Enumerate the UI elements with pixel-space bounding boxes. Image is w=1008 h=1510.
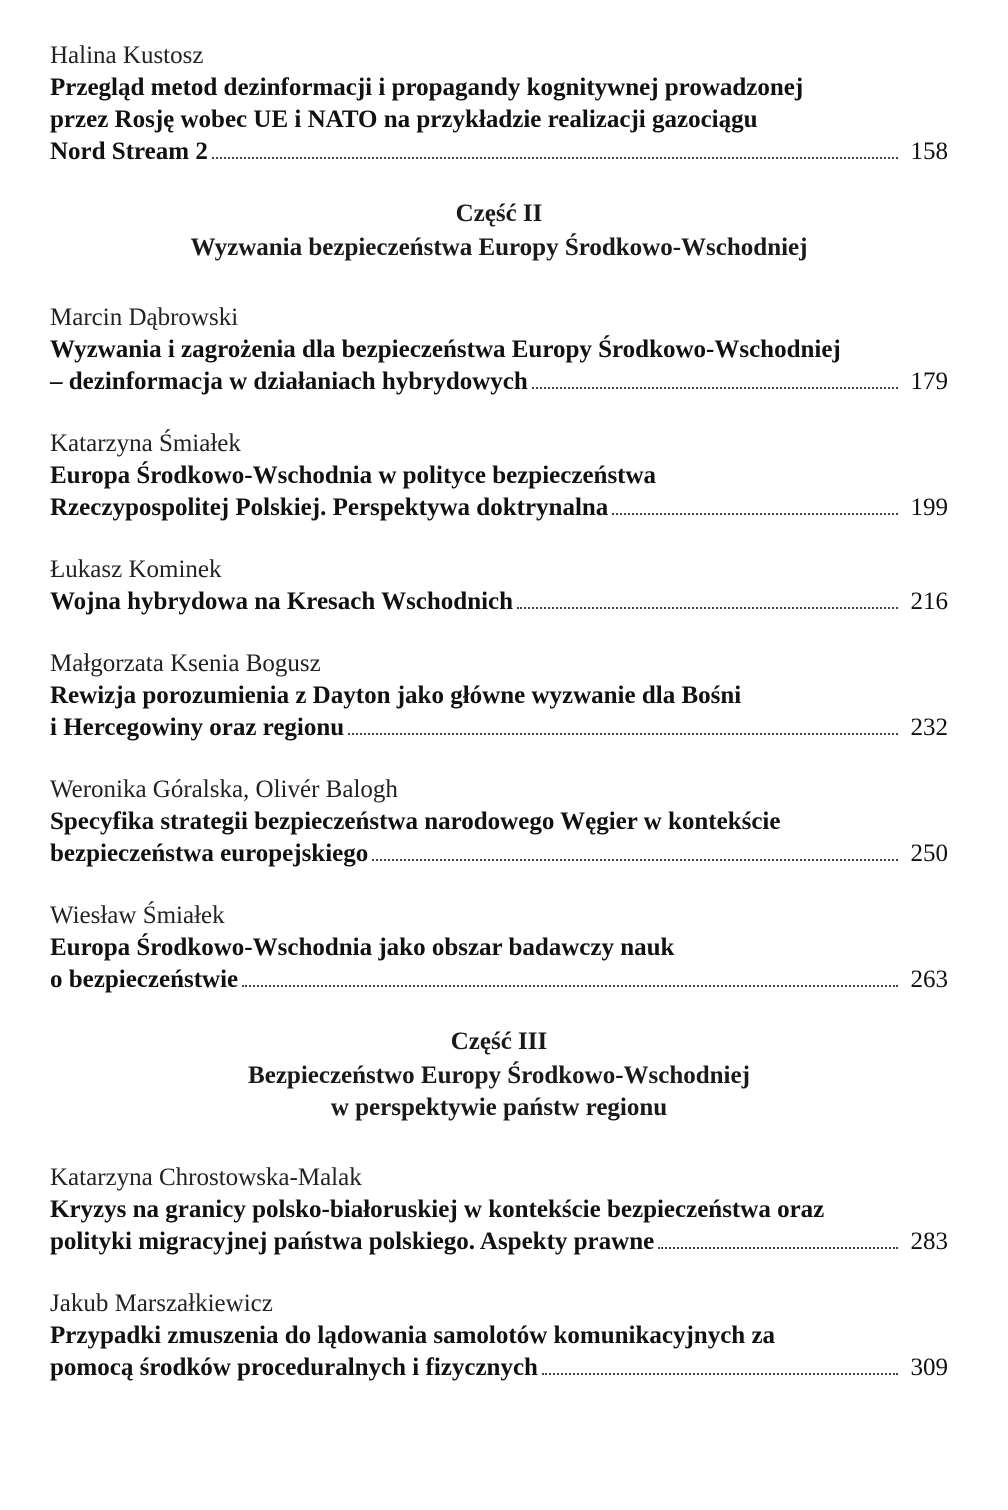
- page-number: 263: [910, 966, 948, 993]
- section-heading-part-3: [50, 1026, 948, 1124]
- entry-title-final-line: [50, 1352, 948, 1384]
- section-heading-part-2: [50, 198, 948, 264]
- entry-title-line: i Hercegowiny oraz regionu: [50, 714, 345, 741]
- entry-title-final-line: [50, 366, 948, 398]
- toc-entry: [50, 900, 948, 996]
- dot-leader: [532, 386, 898, 389]
- entry-author: Marcin Dąbrowski: [50, 304, 239, 331]
- dot-leader: [242, 984, 898, 987]
- entry-title-line: przez Rosję wobec UE i NATO na przykładzie realizacji gazociągu: [50, 106, 758, 133]
- toc-group-part-1-end: [50, 40, 948, 168]
- entry-title-final-line: [50, 136, 948, 168]
- entry-author: Katarzyna Śmiałek: [50, 430, 241, 457]
- section-label: Część III: [450, 1028, 548, 1055]
- toc-entry: [50, 648, 948, 744]
- entry-title-final-line: [50, 712, 948, 744]
- table-of-contents: [50, 40, 948, 1414]
- section-title: Wyzwania bezpieczeństwa Europy Środkowo-Wschodniej: [190, 234, 808, 261]
- section-title: Bezpieczeństwo Europy Środkowo-Wschodniej: [248, 1062, 750, 1089]
- entry-title-line: Wyzwania i zagrożenia dla bezpieczeństwa Europy Środkowo-Wschodniej: [50, 336, 841, 363]
- toc-entry: [50, 554, 948, 618]
- entry-title-line: Nord Stream 2: [50, 138, 208, 165]
- entry-title-line: Wojna hybrydowa na Kresach Wschodnich: [50, 588, 514, 615]
- entry-title-final-line: [50, 492, 948, 524]
- entry-author: Katarzyna Chrostowska-Malak: [50, 1164, 362, 1191]
- entry-title-line: Przypadki zmuszenia do lądowania samolotów komunikacyjnych za: [50, 1322, 776, 1349]
- dot-leader: [372, 858, 898, 861]
- dot-leader: [542, 1372, 898, 1375]
- page-number: 283: [910, 1228, 948, 1255]
- entry-title-line: Rzeczypospolitej Polskiej. Perspektywa doktrynalna: [50, 494, 609, 521]
- entry-title-final-line: [50, 1226, 948, 1258]
- dot-leader: [517, 606, 898, 609]
- toc-entry: [50, 1162, 948, 1258]
- entry-title-final-line: [50, 586, 948, 618]
- page-number: 199: [910, 494, 948, 521]
- entry-title-line: bezpieczeństwa europejskiego: [50, 840, 369, 867]
- entry-title-line: o bezpieczeństwie: [50, 966, 239, 993]
- section-label: Część II: [455, 200, 543, 227]
- dot-leader: [612, 512, 898, 515]
- entry-title-line: pomocą środków proceduralnych i fizycznych: [50, 1354, 538, 1381]
- entry-author: Wiesław Śmiałek: [50, 902, 225, 929]
- entry-title-line: Przegląd metod dezinformacji i propagandy kognitywnej prowadzonej: [50, 74, 804, 101]
- toc-entry: [50, 1288, 948, 1384]
- entry-title-line: Kryzys na granicy polsko-białoruskiej w kontekście bezpieczeństwa oraz: [50, 1196, 825, 1223]
- toc-group-part-3: [50, 1162, 948, 1384]
- entry-author: Łukasz Kominek: [50, 556, 222, 583]
- page-number: 158: [910, 138, 948, 165]
- entry-author: Jakub Marszałkiewicz: [50, 1290, 273, 1317]
- toc-entry: [50, 40, 948, 168]
- entry-title-line: – dezinformacja w działaniach hybrydowych: [50, 368, 528, 395]
- entry-title-line: Europa Środkowo-Wschodnia w polityce bezpieczeństwa: [50, 462, 657, 489]
- entry-title-line: polityki migracyjnej państwa polskiego. Aspekty prawne: [50, 1228, 655, 1255]
- page-number: 250: [910, 840, 948, 867]
- toc-entry: [50, 302, 948, 398]
- toc-group-part-2: [50, 302, 948, 996]
- toc-entry: [50, 428, 948, 524]
- entry-author: Weronika Góralska, Olivér Balogh: [50, 776, 398, 803]
- entry-title-final-line: [50, 838, 948, 870]
- toc-entry: [50, 774, 948, 870]
- entry-author: Halina Kustosz: [50, 42, 204, 69]
- page-number: 309: [910, 1354, 948, 1381]
- entry-title-line: Rewizja porozumienia z Dayton jako główne wyzwanie dla Bośni: [50, 682, 742, 709]
- section-title: w perspektywie państw regionu: [330, 1094, 668, 1121]
- entry-title-line: Specyfika strategii bezpieczeństwa narodowego Węgier w kontekście: [50, 808, 781, 835]
- dot-leader: [212, 156, 898, 159]
- page-number: 179: [910, 368, 948, 395]
- page-number: 232: [910, 714, 948, 741]
- entry-author: Małgorzata Ksenia Bogusz: [50, 650, 321, 677]
- dot-leader: [658, 1246, 898, 1249]
- dot-leader: [348, 732, 898, 735]
- entry-title-line: Europa Środkowo-Wschodnia jako obszar badawczy nauk: [50, 934, 675, 961]
- entry-title-final-line: [50, 964, 948, 996]
- page-number: 216: [910, 588, 948, 615]
